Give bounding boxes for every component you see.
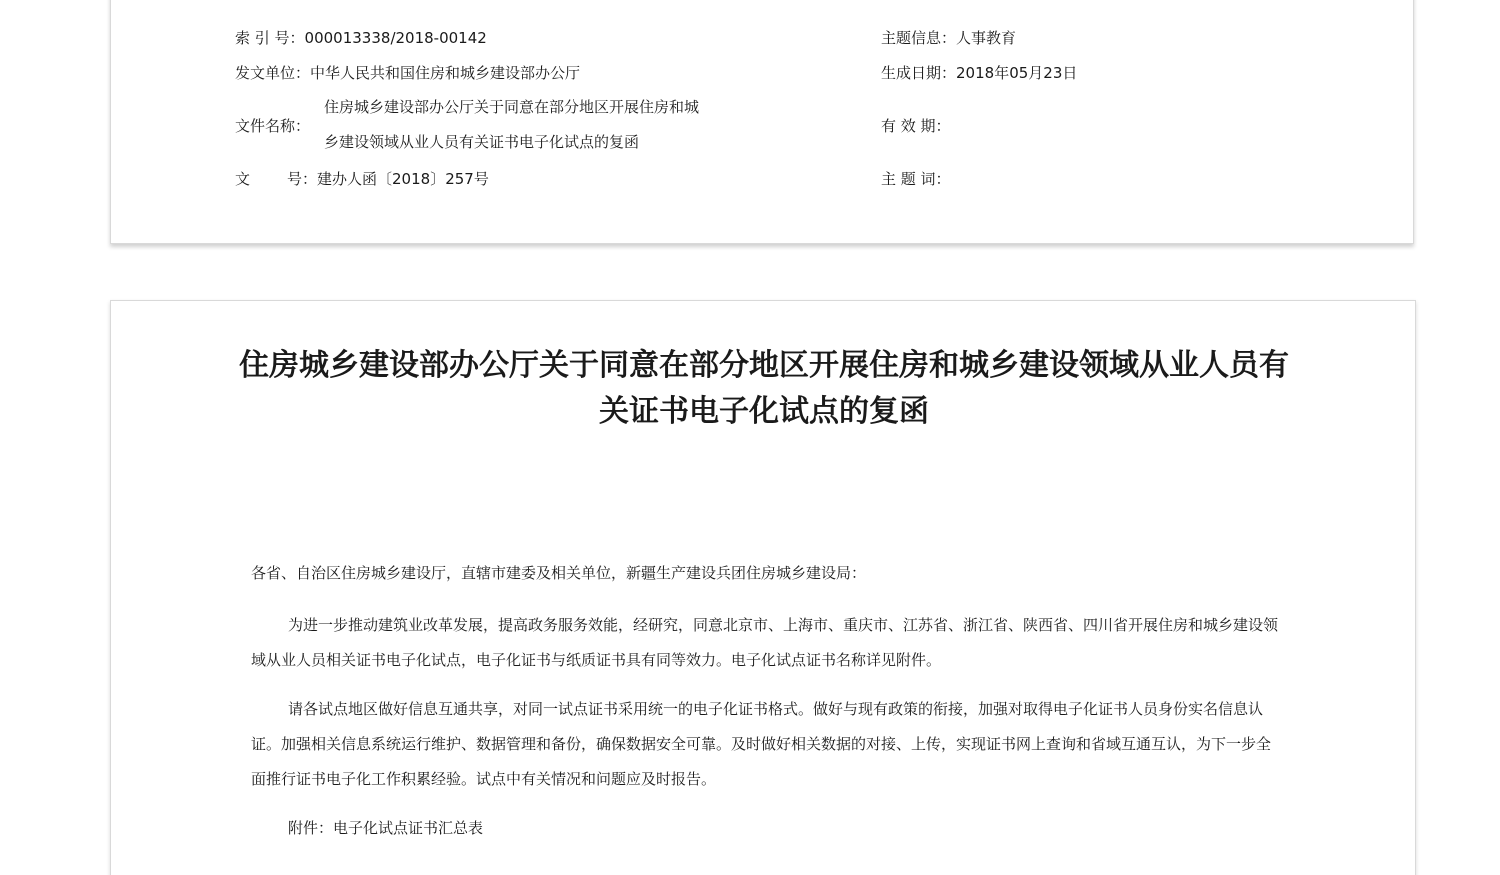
filename-line-2: 乡建设领域从业人员有关证书电子化试点的复函 <box>324 133 640 151</box>
date-row <box>881 64 1077 82</box>
topic-row <box>881 29 1016 47</box>
filename-label: 文件名称： <box>235 117 311 135</box>
paragraph-1: 为进一步推动建筑业改革发展，提高政务服务效能，经研究，同意北京市、上海市、重庆市、江苏省、浙江省、陕西省、四川省开展住房和城乡建设领域从业人员相关证书电子化试点，电子化证书与纸质证书具有同等效力。电子化试点证书名称详见附件。 <box>251 616 1279 669</box>
document-title-line-1: 住房城乡建设部办公厅关于同意在部分地区开展住房和城乡建设领域从业人员有 <box>239 348 1289 383</box>
date-label: 生成日期： <box>881 64 957 82</box>
filename-value <box>324 90 699 160</box>
filename-label-row <box>235 117 310 135</box>
topic-value: 人事教育 <box>956 29 1017 47</box>
document-title <box>151 343 1377 435</box>
salutation: 各省、自治区住房城乡建设厅，直辖市建委及相关单位，新疆生产建设兵团住房城乡建设局： <box>251 564 867 582</box>
document-number-label-b: 号： <box>287 170 318 188</box>
document-number-label-a: 文 <box>235 170 251 188</box>
topic-label: 主题信息： <box>881 29 957 47</box>
attachment-line: 附件：电子化试点证书汇总表 <box>288 819 484 837</box>
metadata-card <box>110 0 1414 244</box>
issuer-row <box>235 64 580 82</box>
keywords-label: 主 题 词： <box>881 170 951 188</box>
index-number-label: 索 引 号： <box>235 29 305 47</box>
document-card <box>110 300 1416 875</box>
document-number-row <box>235 170 489 188</box>
issuer-label: 发文单位： <box>235 64 311 82</box>
date-value: 2018年05月23日 <box>956 64 1078 82</box>
document-number-value: 建办人函〔2018〕257号 <box>317 170 489 188</box>
validity-label: 有 效 期： <box>881 117 951 135</box>
validity-row <box>881 117 951 135</box>
index-number-row <box>235 29 487 47</box>
paragraph-2: 请各试点地区做好信息互通共享，对同一试点证书采用统一的电子化证书格式。做好与现有政策的衔接，加强对取得电子化证书人员身份实名信息认证。加强相关信息系统运行维护、数据管理和备份，确保数据安全可靠。及时做好相关数据的对接、上传，实现证书网上查询和省域互通互认，为下一步全面推行证书电子化工作积累经验。试点中有关情况和问题应及时报告。 <box>251 700 1272 788</box>
document-title-line-2: 关证书电子化试点的复函 <box>599 394 929 429</box>
keywords-row <box>881 170 951 188</box>
index-number-value: 000013338/2018-00142 <box>304 29 487 47</box>
document-body <box>251 556 1281 846</box>
filename-line-1: 住房城乡建设部办公厅关于同意在部分地区开展住房和城 <box>324 98 700 116</box>
issuer-value: 中华人民共和国住房和城乡建设部办公厅 <box>310 64 581 82</box>
